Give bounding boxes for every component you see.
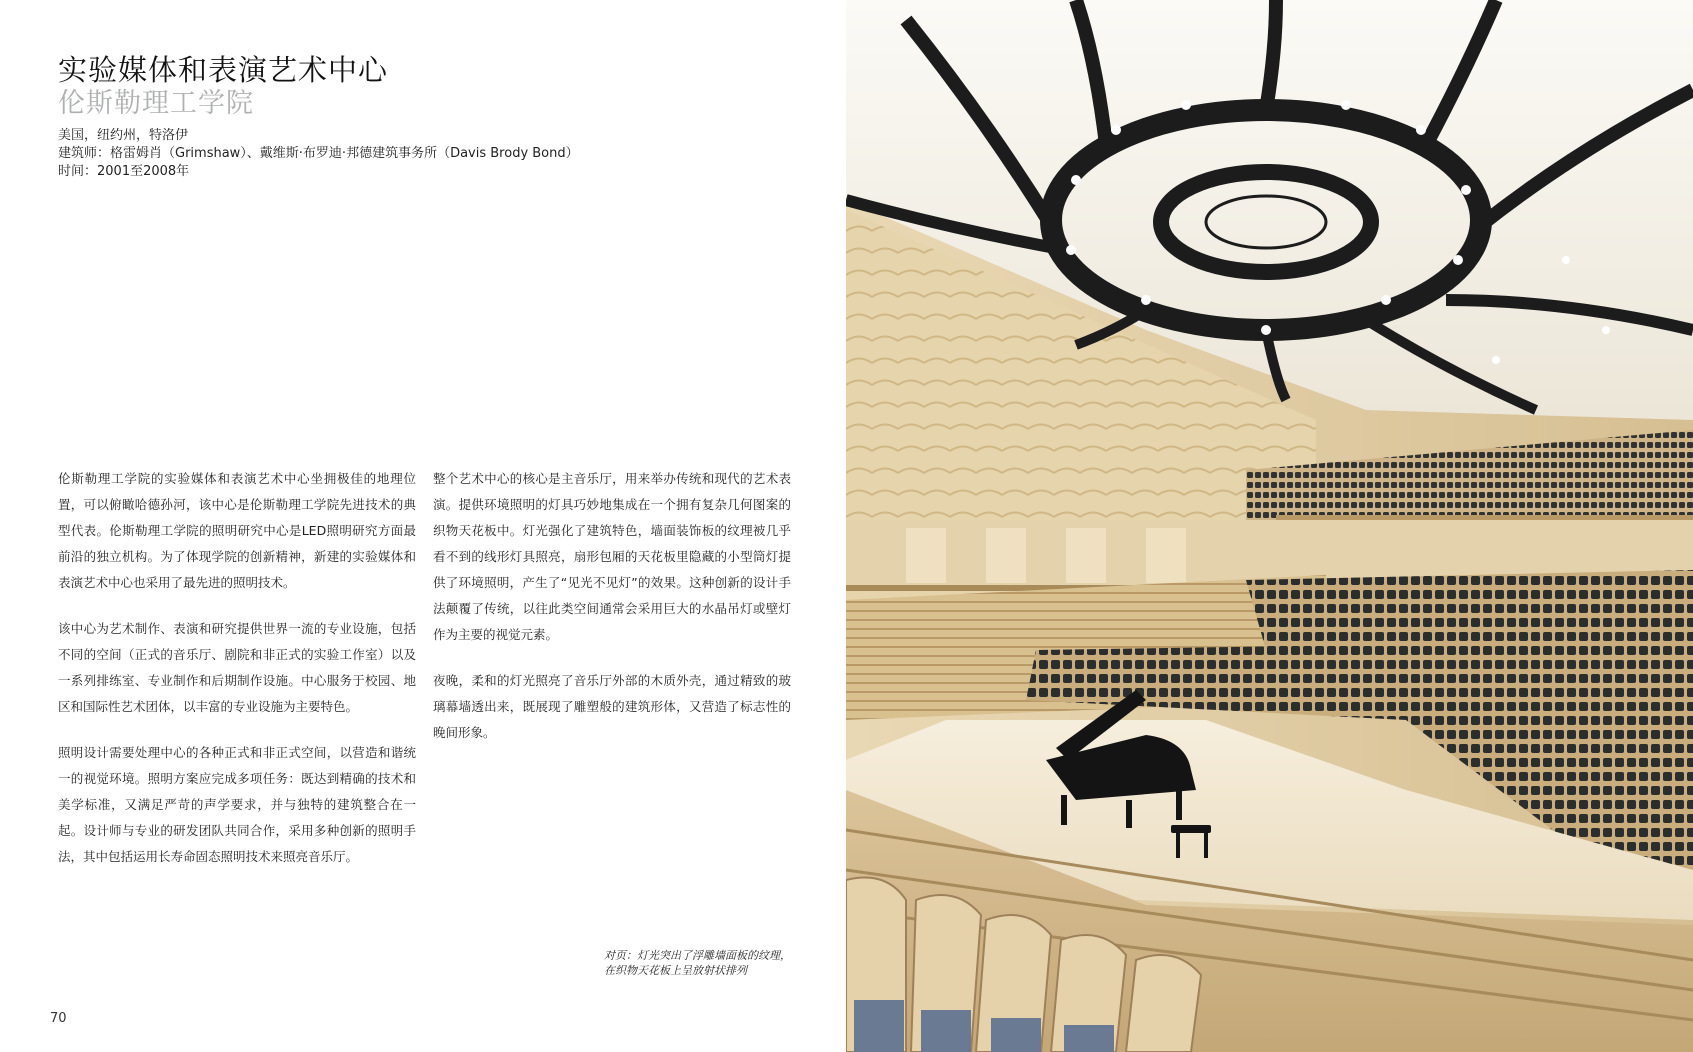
paragraph: 该中心为艺术制作、表演和研究提供世界一流的专业设施，包括不同的空间（正式的音乐厅、剧院和非正式的实验工作室）以及一系列排练室、专业制作和后期制作设施。中心服务于校园、地区和国际性艺术团体，以丰富的专业设施为主要特色。 bbox=[58, 621, 416, 714]
concert-hall-photo bbox=[846, 0, 1693, 1052]
project-meta bbox=[58, 127, 579, 181]
body-column-1 bbox=[58, 466, 416, 890]
left-page bbox=[0, 0, 846, 1052]
meta-location: 美国，纽约州，特洛伊 bbox=[58, 128, 189, 143]
meta-time: 时间：2001至2008年 bbox=[58, 164, 190, 179]
page-title: 实验媒体和表演艺术中心 bbox=[58, 53, 389, 87]
paragraph: 伦斯勒理工学院的实验媒体和表演艺术中心坐拥极佳的地理位置，可以俯瞰哈德孙河，该中心是伦斯勒理工学院先进技术的典型代表。伦斯勒理工学院的照明研究中心是LED照明研究方面最前沿的独立机构。为了体现学院的创新精神，新建的实验媒体和表演艺术中心也采用了最先进的照明技术。 bbox=[58, 471, 416, 590]
page-number: 70 bbox=[50, 1011, 67, 1026]
paragraph: 整个艺术中心的核心是主音乐厅，用来举办传统和现代的艺术表演。提供环境照明的灯具巧妙地集成在一个拥有复杂几何图案的织物天花板中。灯光强化了建筑特色，墙面装饰板的纹理被几乎看不到的线形灯具照亮，扇形包厢的天花板里隐藏的小型筒灯提供了环境照明，产生了“见光不见灯”的效果。这种创新的设计手法颠覆了传统，以往此类空间通常会采用巨大的水晶吊灯或壁灯作为主要的视觉元素。 bbox=[433, 471, 791, 642]
photo-caption bbox=[604, 948, 844, 978]
paragraph: 夜晚，柔和的灯光照亮了音乐厅外部的木质外壳，通过精致的玻璃幕墙透出来，既展现了雕塑般的建筑形体，又营造了标志性的晚间形象。 bbox=[433, 673, 791, 740]
concert-hall-illustration bbox=[846, 0, 1693, 1052]
caption-line-2: 在织物天花板上呈放射状排列 bbox=[604, 964, 747, 977]
caption-line-1: 对页：灯光突出了浮雕墙面板的纹理， bbox=[604, 949, 791, 962]
page-subtitle: 伦斯勒理工学院 bbox=[58, 88, 254, 119]
body-column-2 bbox=[433, 466, 791, 766]
meta-architects: 建筑师：格雷姆肖（Grimshaw）、戴维斯·布罗迪·邦德建筑事务所（Davis Brody Bond） bbox=[58, 146, 579, 161]
paragraph: 照明设计需要处理中心的各种正式和非正式空间，以营造和谐统一的视觉环境。照明方案应完成多项任务：既达到精确的技术和美学标准，又满足严苛的声学要求，并与独特的建筑整合在一起。设计师与专业的研发团队共同合作，采用多种创新的照明手法，其中包括运用长寿命固态照明技术来照亮音乐厅。 bbox=[58, 745, 416, 864]
